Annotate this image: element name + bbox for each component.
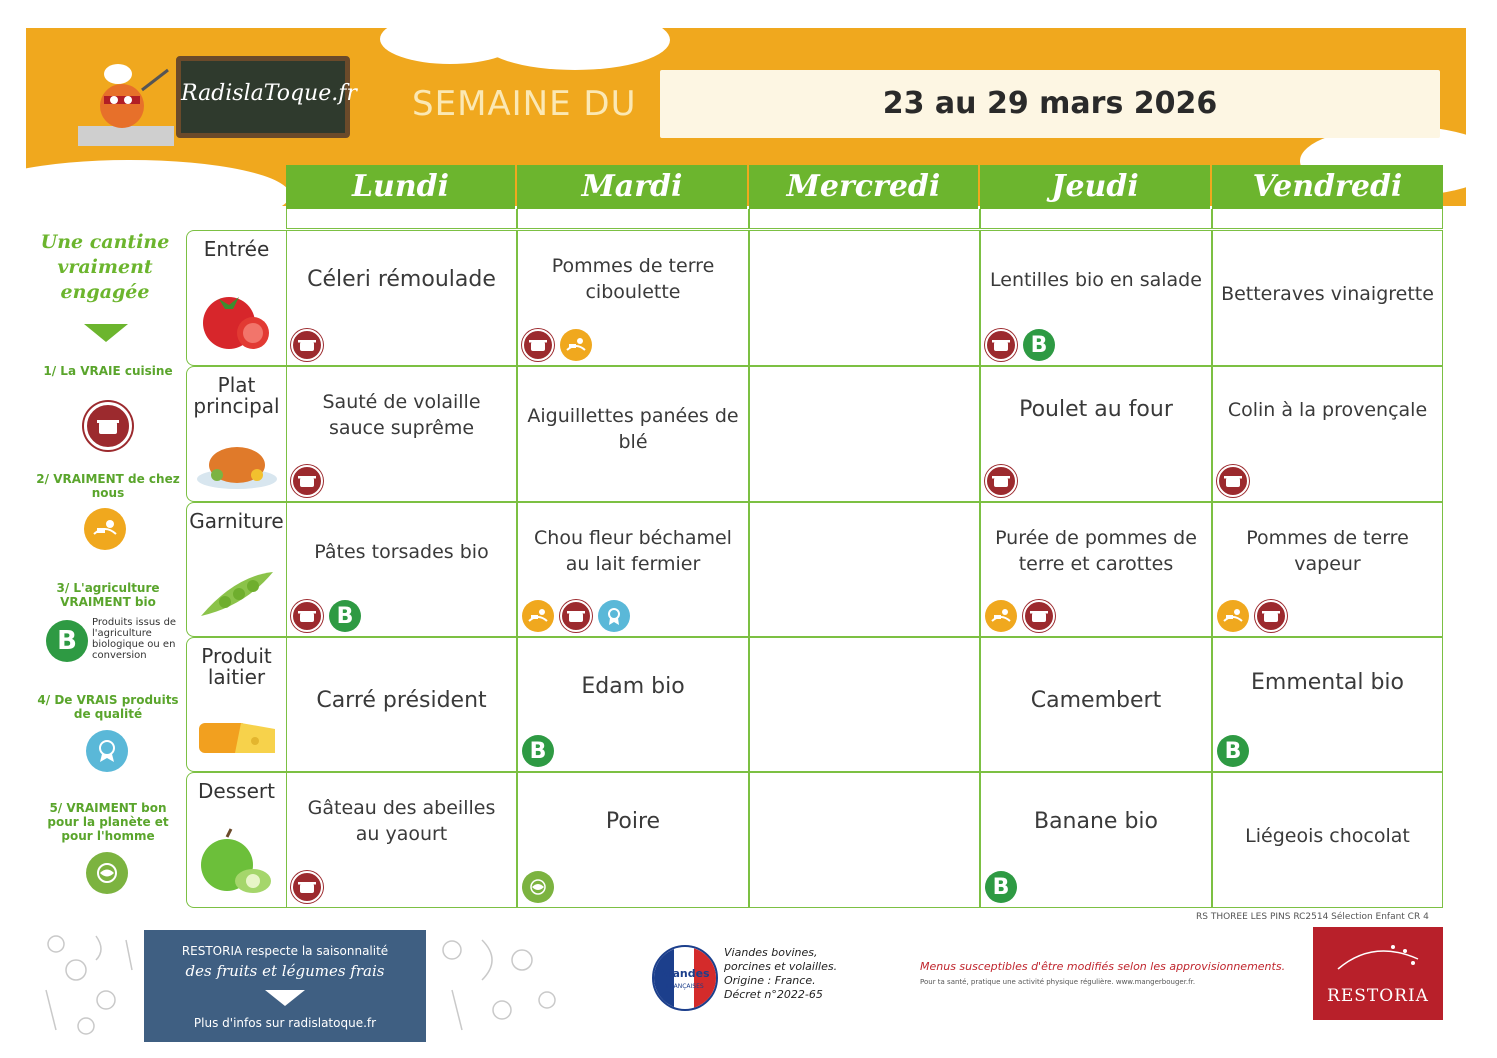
dish-name: Banane bio (1033, 809, 1158, 834)
category-1 (186, 366, 286, 502)
cooking-pot-icon (291, 871, 323, 903)
dish-name: Pommes de terre ciboulette (551, 255, 715, 303)
category-label: Entrée (203, 237, 270, 261)
dish-name: Carré président (316, 688, 487, 713)
menu-cell (286, 772, 517, 908)
header-spacer (517, 209, 749, 229)
header-spacer (1212, 209, 1443, 229)
menu-cell (517, 366, 749, 502)
restoria-brand: RESTORIA (1327, 986, 1429, 1006)
dish-name: Purée de pommes de terre et carottes (995, 527, 1197, 575)
legend-local-farm-icon (84, 508, 126, 550)
vf-line: Viandes bovines, (724, 946, 818, 959)
dish-labels (985, 329, 1055, 361)
vf-line: Origine : France. (724, 974, 816, 987)
legend-pot-icon (84, 402, 132, 450)
menu-cell (517, 772, 749, 908)
category-label: Produit laitier (201, 644, 272, 689)
cooking-pot-icon (291, 465, 323, 497)
day-header-mardi: Mardi (517, 165, 747, 209)
dish-labels (1217, 600, 1287, 632)
semaine-label: SEMAINE DU (412, 84, 637, 124)
date-box (660, 70, 1440, 138)
legend-title-local: 2/ VRAIMENT de chez nous (36, 472, 180, 500)
arrow-down-icon (84, 324, 128, 342)
planet-icon (522, 871, 554, 903)
viandes-origin-text (724, 946, 837, 1002)
vf-line: porcines et volailles. (724, 960, 838, 973)
header-spacer (980, 209, 1212, 229)
cloud-decoration (0, 160, 290, 230)
legend-title-planet: 5/ VRAIMENT bon pour la planète et pour l'homme (47, 801, 169, 843)
dish-labels (291, 871, 323, 903)
cooking-pot-icon (1217, 465, 1249, 497)
vf-logo-subtext: FRANÇAISES (666, 983, 704, 990)
menu-cell (749, 502, 980, 637)
dish-labels (985, 600, 1055, 632)
menu-cell (980, 366, 1212, 502)
cooking-pot-icon (560, 600, 592, 632)
menu-cell (1212, 366, 1443, 502)
legend-title-cuisine: 1/ La VRAIE cuisine (43, 364, 173, 378)
menu-reference: RS THOREE LES PINS RC2514 Sélection Enfant CR 4 (1196, 912, 1429, 922)
category-label: Plat principal (193, 373, 280, 418)
menu-cell (749, 772, 980, 908)
dish-labels (522, 871, 554, 903)
menu-cell (1212, 230, 1443, 366)
menus-disclaimer: Menus susceptibles d'être modifiés selon les approvisionnements. (920, 960, 1286, 973)
seasonal-doodles-left (36, 930, 140, 1042)
seasonal-doodles-right (432, 930, 566, 1042)
legend-quality-medal-icon (86, 730, 128, 772)
local-farm-icon (1217, 600, 1249, 632)
dish-labels (522, 735, 554, 767)
category-0 (186, 230, 286, 366)
engagement-title: Une cantine vraiment engagée (40, 231, 170, 303)
quality-medal-icon (598, 600, 630, 632)
arrow-down-icon (265, 990, 305, 1006)
menu-cell (286, 502, 517, 637)
seasonality-banner (144, 930, 426, 1042)
seasonality-link[interactable]: Plus d'infos sur radislatoque.fr (193, 1016, 377, 1030)
day-header-jeudi: Jeudi (980, 165, 1210, 209)
restoria-star-icon (1333, 939, 1423, 979)
menu-cell (517, 230, 749, 366)
menu-cell (1212, 502, 1443, 637)
dish-name: Colin à la provençale (1227, 399, 1428, 421)
cooking-pot-icon (291, 329, 323, 361)
day-header-vendredi: Vendredi (1212, 165, 1443, 209)
menu-cell (749, 366, 980, 502)
dish-name: Gâteau des abeilles au yaourt (307, 797, 496, 845)
apple-icon (195, 827, 275, 901)
dish-labels (985, 871, 1017, 903)
bio-label-icon: B (1023, 329, 1055, 361)
menu-cell (286, 230, 517, 366)
dish-name: Edam bio (581, 674, 685, 699)
seasonality-line-2: des fruits et légumes frais (185, 962, 385, 980)
header-spacer (286, 209, 517, 229)
bio-label-icon: B (1217, 735, 1249, 767)
dish-name: Pommes de terre vapeur (1246, 527, 1409, 575)
menu-cell (749, 637, 980, 772)
day-header-mercredi: Mercredi (749, 165, 978, 209)
local-farm-icon (985, 600, 1017, 632)
viandes-francaises-logo (652, 945, 718, 1011)
category-label: Dessert (198, 779, 275, 803)
cooking-pot-icon (522, 329, 554, 361)
dish-name: Céleri rémoulade (307, 267, 496, 292)
dish-labels (522, 600, 630, 632)
menu-cell (1212, 637, 1443, 772)
bio-label-icon: B (985, 871, 1017, 903)
dish-name: Pâtes torsades bio (314, 541, 489, 563)
dish-name: Poulet au four (1019, 397, 1173, 422)
cooking-pot-icon (291, 600, 323, 632)
dish-name: Emmental bio (1251, 670, 1404, 695)
legend-title-bio: 3/ L'agriculture VRAIMENT bio (56, 581, 160, 609)
menu-cell (980, 230, 1212, 366)
peas-icon (195, 566, 279, 630)
dish-name: Lentilles bio en salade (990, 269, 1202, 291)
menu-cell (517, 637, 749, 772)
dish-name: Betteraves vinaigrette (1221, 283, 1434, 305)
dish-labels (985, 465, 1017, 497)
legend-bio-note: Produits issus de l'agriculture biologique ou en conversion (92, 617, 177, 661)
category-label: Garniture (189, 509, 284, 533)
legend-bio-icon: B (46, 620, 88, 662)
dish-labels (291, 465, 323, 497)
vf-logo-text: Viandes (660, 967, 710, 980)
tomato-icon (195, 283, 275, 359)
legend-planet-icon (86, 852, 128, 894)
day-header-lundi: Lundi (286, 165, 515, 209)
cheese-icon (195, 713, 279, 765)
dish-labels (1217, 465, 1249, 497)
header-spacer (749, 209, 980, 229)
seasonality-line-1: RESTORIA respecte la saisonnalité (181, 944, 389, 958)
dish-labels (1217, 735, 1249, 767)
dish-name: Liégeois chocolat (1245, 825, 1410, 847)
category-3 (186, 637, 286, 772)
menu-cell (749, 230, 980, 366)
category-4 (186, 772, 286, 908)
dish-name: Sauté de volaille sauce suprême (322, 391, 481, 439)
menu-cell (286, 637, 517, 772)
chef-mascot-icon (78, 60, 174, 150)
menu-cell (286, 366, 517, 502)
date-range: 23 au 29 mars 2026 (882, 86, 1218, 121)
cloud-decoration (480, 10, 670, 70)
dish-name: Chou fleur béchamel au lait fermier (534, 527, 732, 575)
logo-chalkboard (176, 56, 357, 138)
cooking-pot-icon (985, 329, 1017, 361)
vf-line: Décret n°2022-65 (724, 988, 823, 1001)
dish-labels (522, 329, 592, 361)
dish-labels (291, 329, 323, 361)
local-farm-icon (560, 329, 592, 361)
menu-cell (980, 772, 1212, 908)
cooking-pot-icon (1023, 600, 1055, 632)
dish-name: Aiguillettes panées de blé (527, 405, 739, 453)
bio-label-icon: B (329, 600, 361, 632)
menu-cell (1212, 772, 1443, 908)
category-2 (186, 502, 286, 637)
cooking-pot-icon (985, 465, 1017, 497)
cooking-pot-icon (1255, 600, 1287, 632)
dish-labels (291, 600, 361, 632)
legend-title-quality: 4/ De VRAIS produits de qualité (37, 693, 179, 721)
roast-chicken-icon (195, 435, 279, 495)
local-farm-icon (522, 600, 554, 632)
dish-name: Camembert (1030, 688, 1162, 713)
health-message: Pour ta santé, pratique une activité physique régulière. www.mangerbouger.fr. (920, 978, 1196, 986)
menu-cell (980, 637, 1212, 772)
restoria-logo (1313, 927, 1443, 1020)
dish-name: Poire (605, 809, 661, 834)
menu-cell (517, 502, 749, 637)
menu-cell (980, 502, 1212, 637)
bio-label-icon: B (522, 735, 554, 767)
logo-text: RadislaToque.fr (181, 81, 357, 106)
